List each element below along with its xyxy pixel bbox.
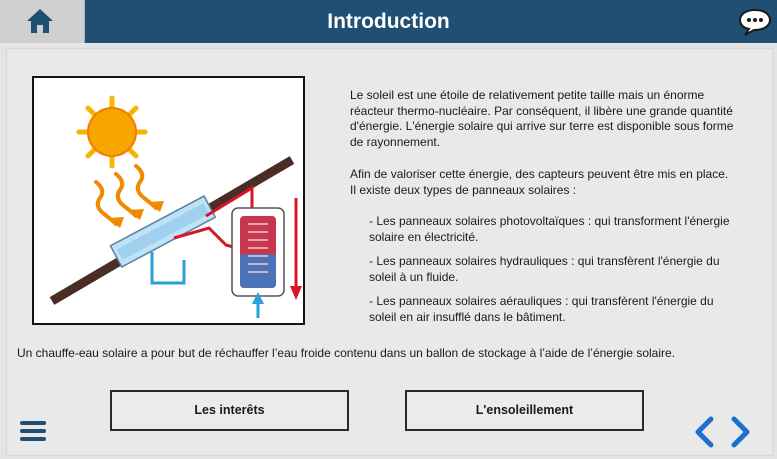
intro-paragraph-sun: Le soleil est une étoile de relativement petite taille mais un énorme réacteur thermo-nucléaire. Par conséquent, il libère une grande quantité d'énergie. L'énergie solaire qui arrive sur terre est disponible sous forme de rayonnement. (350, 88, 734, 149)
interets-button[interactable]: Les interêts (110, 390, 349, 431)
list-item: - Les panneaux solaires aérauliques : qui transfèrent l'énergie du soleil en air insufflé dans le bâtiment. (369, 294, 714, 324)
panel-types-list (350, 214, 735, 325)
cold-water-pipe (152, 252, 184, 283)
intro-paragraph-panels: Afin de valoriser cette énergie, des capteurs peuvent être mis en place. Il existe deux types de panneaux solaires : (350, 167, 729, 197)
previous-page-button[interactable] (692, 416, 716, 453)
hamburger-menu-icon (20, 420, 46, 442)
home-icon (26, 8, 54, 34)
solar-water-heater-illustration (32, 76, 305, 325)
sun-icon (88, 108, 136, 156)
home-button[interactable] (0, 0, 85, 43)
list-item: - Les panneaux solaires hydrauliques : qui transfèrent l'énergie du soleil à un fluide. (369, 254, 720, 284)
intro-text-block (350, 88, 735, 334)
chat-button[interactable] (738, 8, 772, 36)
menu-button[interactable] (20, 420, 46, 447)
next-page-button[interactable] (729, 416, 753, 453)
chevron-left-icon (692, 416, 716, 448)
top-bar (0, 0, 777, 43)
page-title: Introduction (327, 10, 450, 33)
list-item: - Les panneaux solaires photovoltaïques : qui transforment l'énergie solaire en électricité. (369, 214, 730, 244)
summary-text: Un chauffe-eau solaire a pour but de réchauffer l’eau froide contenu dans un ballon de stockage à l’aide de l’énergie solaire. (17, 346, 676, 360)
chevron-right-icon (729, 416, 753, 448)
ensoleillement-button[interactable]: L'ensoleillement (405, 390, 644, 431)
heat-arrows (96, 166, 156, 224)
speech-bubble-icon (738, 8, 772, 36)
